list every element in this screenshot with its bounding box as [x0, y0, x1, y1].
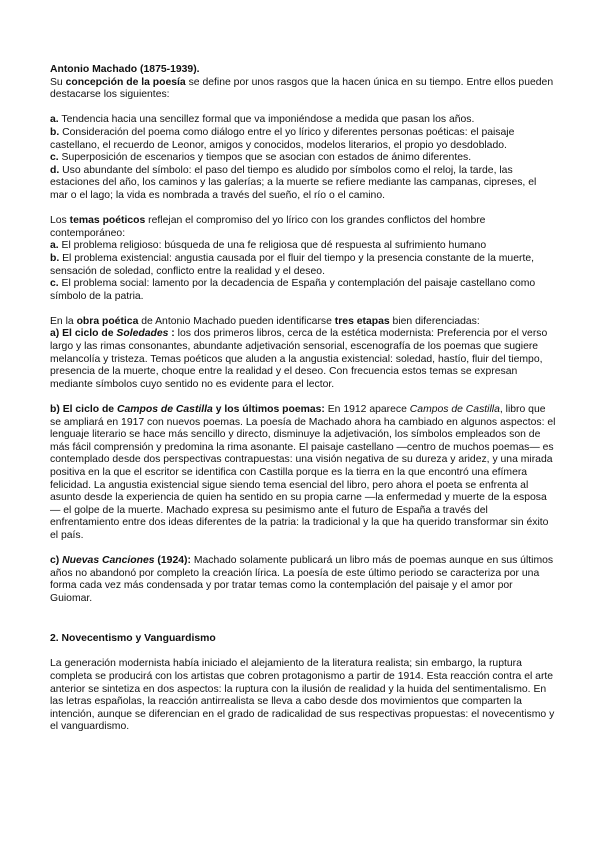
cycle-a-paragraph: a) El ciclo de Soledades : los dos primeros libros, cerca de la estética modernista: Preferencia por el verso largo y las rimas consonantes, abundante adjetivación sensorial, escenografía de los poemas que sugiere melancolía y tristeza. Temas poéticos que aluden a la angustia existencial: soledad, hastío, fluir del tiempo, presencia de la muerte, choque entre la realidad y el deseo. Con frecuencia estos temas se expresan mediante símbolos cuyo sentido no es evidente para el lector. — [50, 328, 548, 390]
document-title: Antonio Machado (1875-1939). — [50, 64, 200, 75]
list-item: c. El problema social: lamento por la decadencia de España y contemplación del paisaje castellano como símbolo de la patria. — [50, 278, 536, 302]
cycle-c-paragraph: c) Nuevas Canciones (1924): Machado solamente publicará un libro más de poemas aunque en sus últimos años no abandonó por completo la creación lírica. La poesía de este último periodo se caracteriza por una forma cada vez más condensada y por tratar temas como la contemplación del paisaje y el amor por Guiomar. — [50, 555, 554, 604]
cycle-b-paragraph: b) El ciclo de Campos de Castilla y los últimos poemas: En 1912 aparece Campos de Castilla, libro que se ampliará en 1917 con nuevos poemas. La poesía de Machado ahora ha cambiado en algunos aspectos: el lenguaje literario se hace más sencillo y directo, disminuye la adjetivación, los símbolos empleados son de más fácil comprensión y predomina la rima asonante. El paisaje castellano —centro de muchos poemas— es contemplado desde dos perspectivas contrapuestas: una visión negativa de su dureza y aridez, y una mirada positiva en la que el escritor se identifica con Castilla porque es la tierra en la que encontró una efímera felicidad. La angustia existencial sigue siendo tema esencial del libro, pero ahora el poeta se enfrenta al asunto desde la experiencia de quien ha sentido en su propia carne —la enfermedad y muerte de la esposa— el golpe de la muerte. Machado expresa su pesimismo ante el futuro de España a través del enfrentamiento entre dos ideas diferentes de la patria: la tradicional y la que ha querido transformar sin éxito el país. — [50, 404, 556, 541]
traits-list — [50, 114, 556, 202]
list-item: c. Superposición de escenarios y tiempos que se asocian con estados de ánimo diferentes. — [50, 152, 472, 164]
list-item: b. Consideración del poema como diálogo entre el yo lírico y diferentes personas poéticas: el paisaje castellano, el recuerdo de Leonor, amigos y conocidos, modelos literarios, el propio yo desdoblado. — [50, 126, 515, 151]
list-item: a. El problema religioso: búsqueda de una fe religiosa que dé respuesta al sufrimiento humano — [50, 240, 487, 252]
stages-intro: En la obra poética de Antonio Machado pueden identificarse tres etapas bien diferenciadas: — [50, 315, 480, 327]
intro-paragraph: Su concepción de la poesía se define por unos rasgos que la hacen única en su tiempo. Entre ellos pueden destacarse los siguientes: — [50, 76, 554, 101]
section-paragraph: La generación modernista había iniciado el alejamiento de la literatura realista; sin embargo, la ruptura completa se producirá con los artistas que cobren protagonismo a partir de 1914. Esta reacción contra el arte anterior se sintetiza en dos aspectos: la ruptura con la ilusión de realidad y la huida del sentimentalismo. En las letras españolas, la reacción antirrealista se lleva a cabo desde dos movimientos que comparten la intención, aunque se diferencian en el grado de radicalidad de sus respectivas propuestas: el novecentismo y el vanguardismo. — [50, 658, 555, 733]
themes-section — [50, 215, 556, 303]
list-item: d. Uso abundante del símbolo: el paso del tiempo es aludido por símbolos como el reloj, la tarde, las estaciones del año, los caminos y las galerías; a la muerte se refiere mediante las campanas, cipreses, el mar o el lago; la vida es nombrada a través del sueño, el río o el camino. — [50, 164, 537, 201]
list-item: a. Tendencia hacia una sencillez formal que va imponiéndose a medida que pasan los años. — [50, 114, 475, 126]
section-heading: 2. Novecentismo y Vanguardismo — [50, 633, 216, 645]
themes-intro: Los temas poéticos reflejan el compromiso del yo lírico con los grandes conflictos del hombre contemporáneo: — [50, 215, 486, 239]
stages-section — [50, 316, 556, 392]
document-body — [50, 64, 556, 734]
list-item: b. El problema existencial: angustia causada por el fluir del tiempo y la presencia constante de la muerte, sensación de soledad, conflicto entre la realidad y el deseo. — [50, 252, 535, 277]
